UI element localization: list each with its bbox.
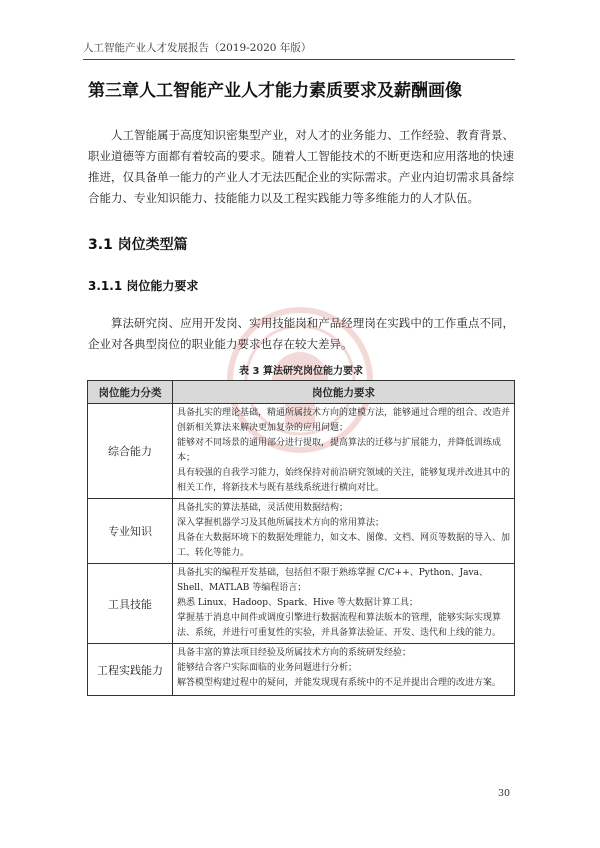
requirement-line: 解答模型构建过程中的疑问，并能发现现有系统中的不足并提出合理的改进方案。 bbox=[177, 678, 502, 688]
subsection-heading: 3.1.1 岗位能力要求 bbox=[88, 279, 199, 293]
requirement-line: 深入掌握机器学习及其他所属技术方向的常用算法； bbox=[177, 518, 385, 528]
header-category: 岗位能力分类 bbox=[88, 381, 173, 404]
section-heading: 3.1 岗位类型篇 bbox=[88, 237, 188, 253]
requirement-line: 能够结合客户实际面临的业务问题进行分析； bbox=[177, 663, 358, 673]
intro-paragraph: 人工智能属于高度知识密集型产业，对人才的业务能力、工作经验、教育背景、职业道德等方面都有着较高的要求。随着人工智能技术的不断更迭和应用落地的快速推进，仅具备单一能力的产业人才无法匹配企业的实际需求。产业内迫切需求具备综合能力、专业知识能力、技能能力以及工程实践能力等多维能力的人才队伍。 bbox=[88, 128, 514, 205]
row-category: 专业知识 bbox=[88, 499, 173, 564]
section-paragraph: 算法研究岗、应用开发岗、实用技能岗和产品经理岗在实践中的工作重点不同，企业对各典型岗位的职业能力要求也存在较大差异。 bbox=[88, 316, 514, 351]
row-requirements bbox=[173, 644, 515, 696]
requirement-line: 具备扎实的理论基础，精通所属技术方向的建模方法，能够通过合理的组合、改造并创新相关算法来解决更加复杂的应用问题； bbox=[177, 408, 511, 433]
requirement-line: 熟悉 Linux、Hadoop、Spark、Hive 等大数据计算工具； bbox=[177, 598, 419, 608]
requirement-line: 具备丰富的算法项目经验及所属技术方向的系统研发经验； bbox=[177, 648, 412, 658]
table-row bbox=[88, 404, 515, 499]
table-row bbox=[88, 499, 515, 564]
table-caption: 表 3 算法研究岗位能力要求 bbox=[239, 366, 363, 377]
row-requirements bbox=[173, 404, 515, 499]
ability-requirements-table bbox=[87, 380, 515, 696]
row-requirements bbox=[173, 564, 515, 644]
requirement-line: 能够对不同场景的通用部分进行提取，提高算法的迁移与扩展能力，并降低训练成本； bbox=[177, 438, 502, 463]
requirement-line: 具备扎实的编程开发基础，包括但不限于熟练掌握 C/C++、Python、Java、Shell、MATLAB 等编程语言； bbox=[177, 568, 488, 593]
row-category: 工程实践能力 bbox=[88, 644, 173, 696]
row-category: 综合能力 bbox=[88, 404, 173, 499]
row-category: 工具技能 bbox=[88, 564, 173, 644]
running-header: 人工智能产业人才发展报告（2019-2020 年版） bbox=[83, 40, 515, 60]
requirement-line: 具备在大数据环境下的数据处理能力，如文本、图像、文档、网页等数据的导入、加工、转化等能力。 bbox=[177, 533, 511, 558]
table-header-row bbox=[88, 381, 515, 404]
header-requirements: 岗位能力要求 bbox=[173, 381, 515, 404]
table-row bbox=[88, 564, 515, 644]
requirement-line: 具有较强的自我学习能力，始终保持对前沿研究领域的关注，能够复现并改进其中的相关工作，将新技术与既有基线系统进行横向对比。 bbox=[177, 468, 511, 493]
requirement-line: 掌握基于消息中间件或调度引擎进行数据流程和算法版本的管理，能够实际实现算法、系统，并进行可重复性的实验，并具备算法验证、开发、迭代和上线的能力。 bbox=[177, 613, 502, 638]
page-number: 30 bbox=[498, 788, 511, 799]
chapter-title: 第三章人工智能产业人才能力素质要求及薪酬画像 bbox=[88, 81, 462, 101]
row-requirements bbox=[173, 499, 515, 564]
table-row bbox=[88, 644, 515, 696]
requirement-line: 具备扎实的算法基础，灵活使用数据结构； bbox=[177, 503, 349, 513]
